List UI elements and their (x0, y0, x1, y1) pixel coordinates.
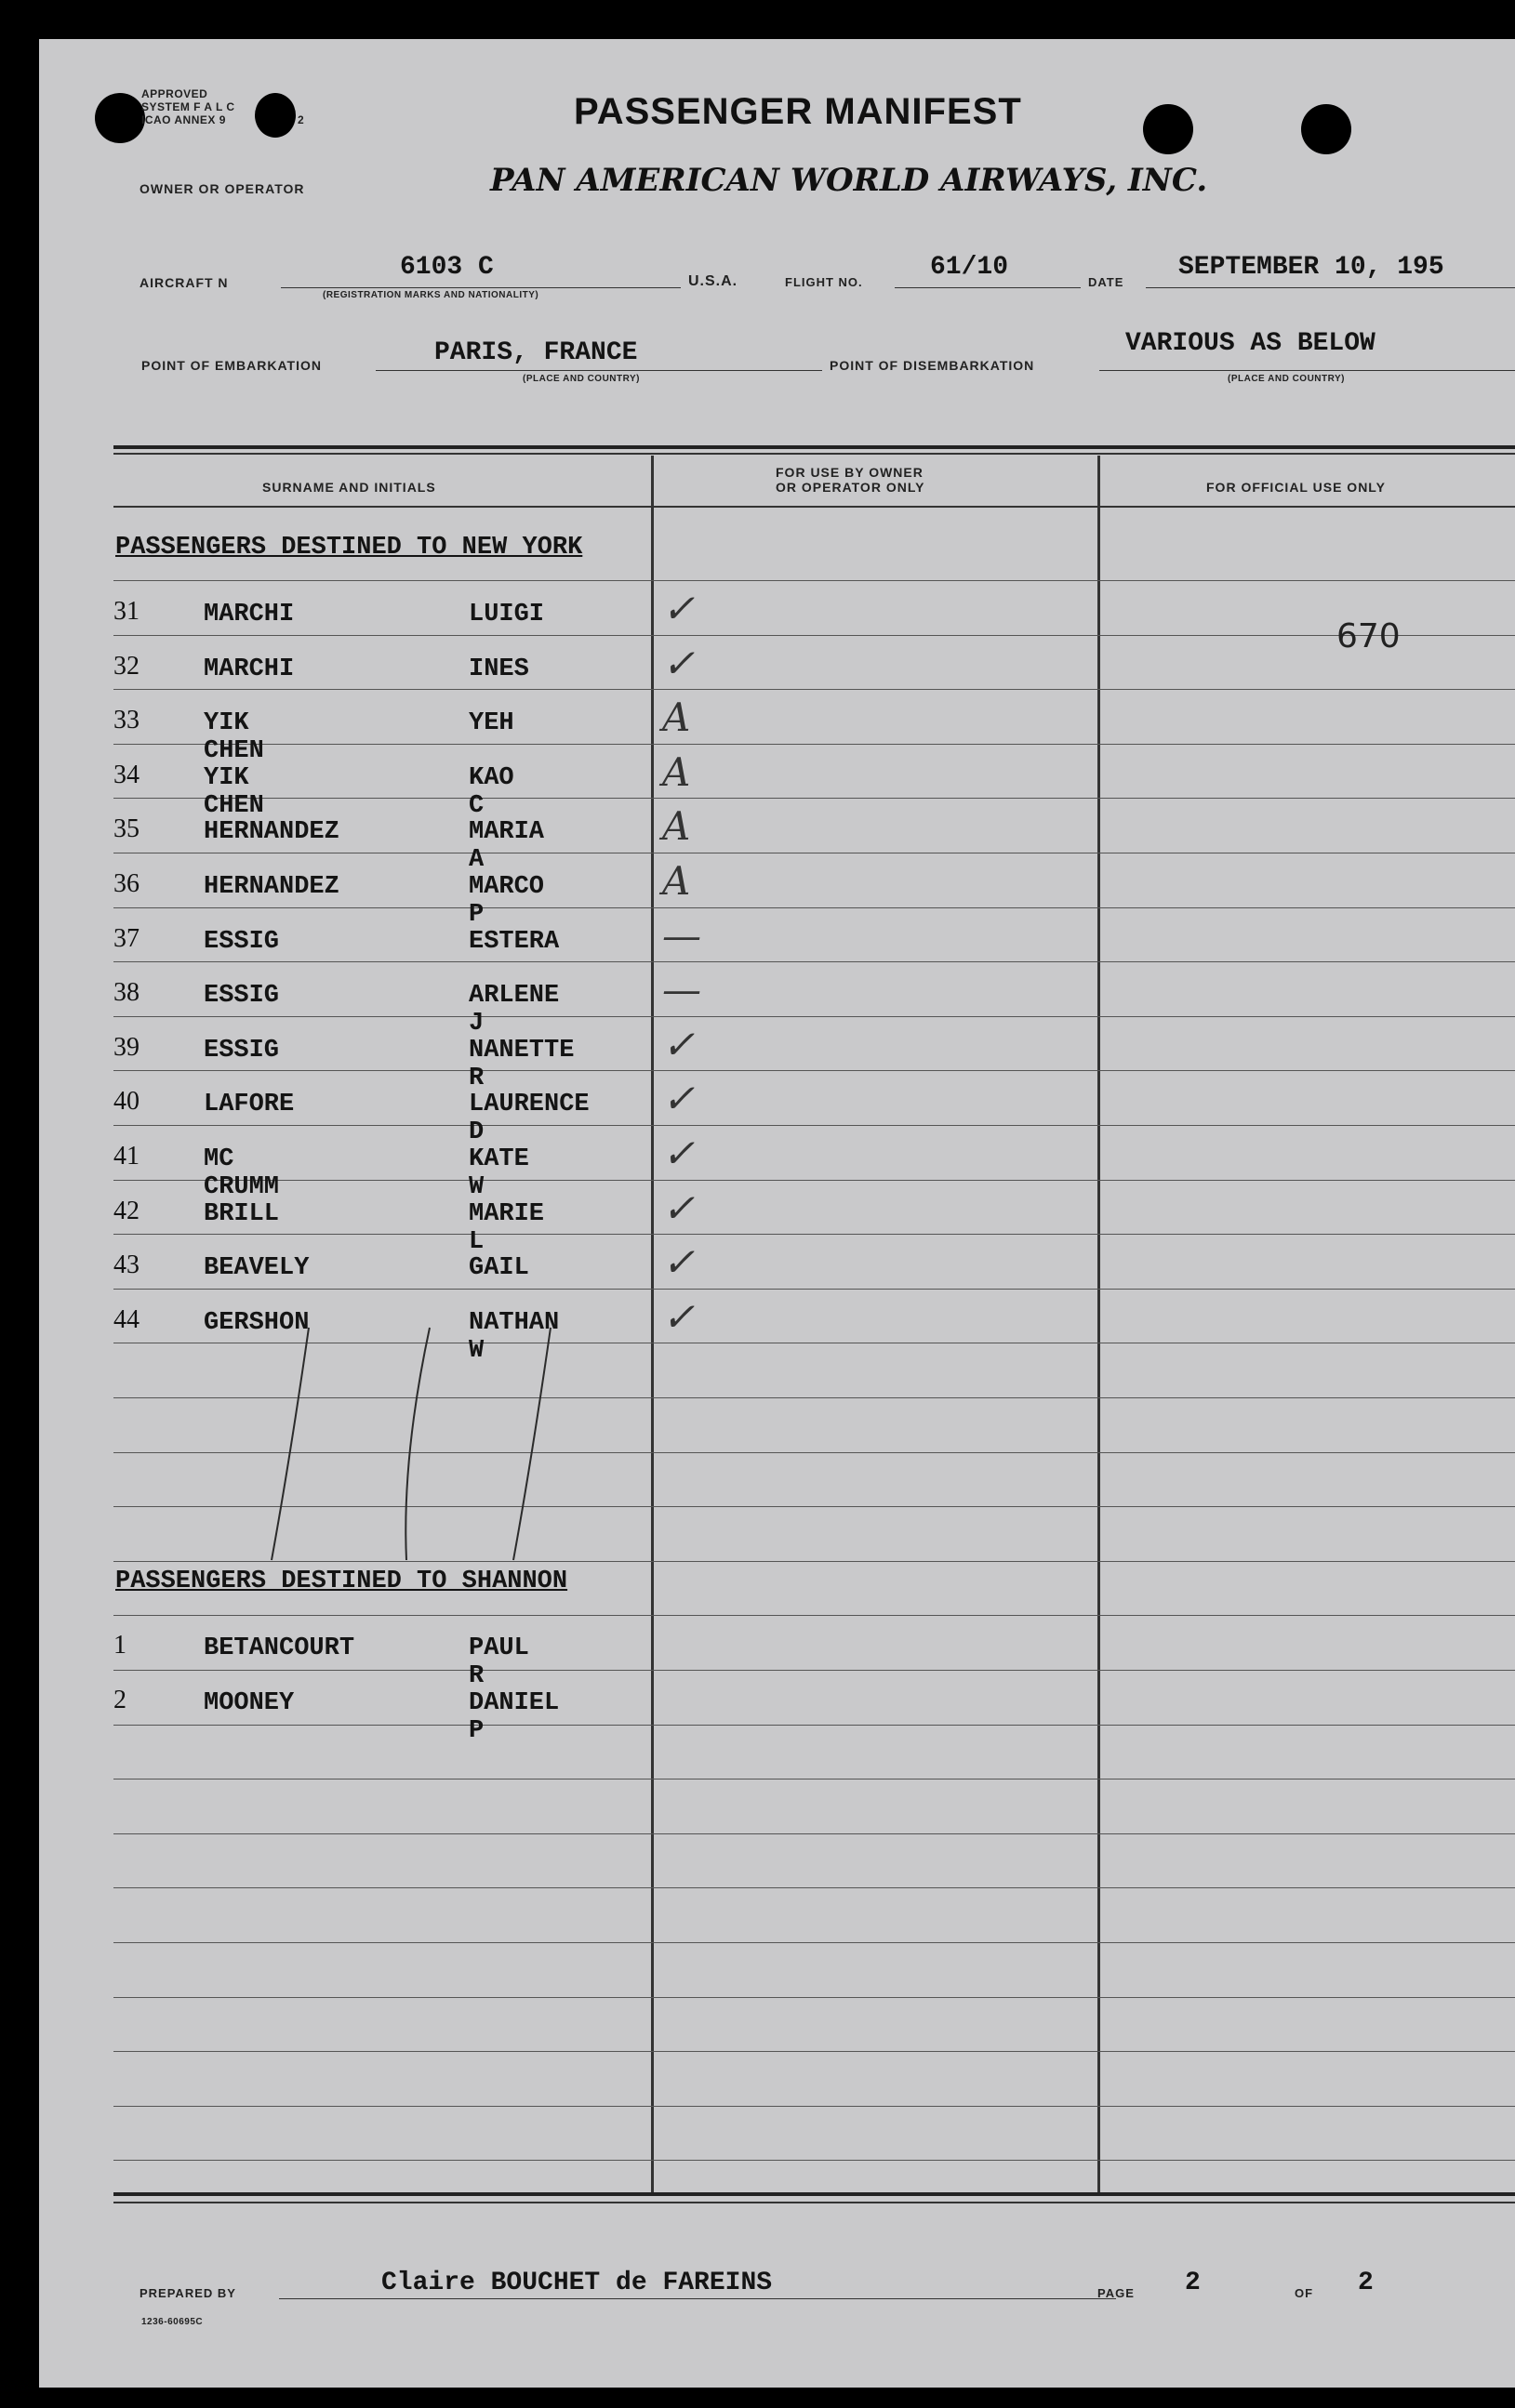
passenger-given-name: KATE W (469, 1145, 529, 1201)
approval-line-1: APPROVED (141, 87, 208, 100)
passenger-number: 41 (113, 1142, 140, 1171)
ruled-line (113, 798, 1515, 799)
prepared-by-label: PREPARED BY (140, 2286, 236, 2300)
ruled-line (113, 2160, 1515, 2161)
col-header-surname: SURNAME AND INITIALS (262, 480, 436, 495)
check-mark: ✓ (662, 1021, 696, 1067)
passenger-given-name: NANETTE R (469, 1036, 575, 1092)
approval-line-2: SYSTEM F A L C (141, 100, 235, 113)
passenger-surname: MOONEY (204, 1688, 295, 1717)
check-mark: — (662, 967, 701, 1013)
check-mark: A (662, 858, 691, 904)
passenger-given-name: MARIA A (469, 818, 545, 875)
table-top-rule (113, 445, 1515, 449)
check-mark: A (662, 748, 691, 795)
page-label: PAGE (1097, 2286, 1135, 2300)
ruled-line (113, 1125, 1515, 1126)
embarkation-value: PARIS, FRANCE (434, 338, 638, 367)
passenger-number: 42 (113, 1196, 140, 1225)
passenger-number: 43 (113, 1250, 140, 1280)
handwritten-bracket-lines (216, 1318, 606, 1569)
check-mark: ✓ (662, 1076, 696, 1122)
section-heading-new-york: PASSENGERS DESTINED TO NEW YORK (115, 534, 583, 562)
col-header-owner-1: FOR USE BY OWNER (776, 465, 924, 480)
column-divider-1 (651, 456, 654, 2194)
col-header-official: FOR OFFICIAL USE ONLY (1206, 480, 1386, 495)
ruled-line (113, 1670, 1515, 1671)
passenger-surname: GERSHON (204, 1308, 310, 1337)
passenger-given-name: ESTERA (469, 927, 560, 956)
ruled-line (113, 689, 1515, 690)
official-note: 670 (1336, 617, 1401, 655)
passenger-given-name: INES (469, 655, 529, 683)
approval-line-3: ICAO ANNEX 9 (141, 113, 226, 126)
disembarkation-value: VARIOUS AS BELOW (1125, 329, 1375, 358)
check-mark: ✓ (662, 1293, 696, 1340)
punch-hole (1143, 104, 1193, 154)
passenger-given-name: PAUL R (469, 1634, 529, 1690)
of-label: OF (1295, 2286, 1314, 2300)
form-number: 1236-60695C (141, 2317, 204, 2327)
ruled-line (113, 2051, 1515, 2052)
col-header-owner-2: OR OPERATOR ONLY (776, 480, 925, 495)
disembarkation-caption: (PLACE AND COUNTRY) (1228, 374, 1345, 384)
passenger-number: 38 (113, 978, 140, 1008)
check-mark: ✓ (662, 1184, 696, 1231)
passenger-number: 32 (113, 651, 140, 681)
prepared-by-value: Claire BOUCHET de FAREINS (381, 2269, 773, 2297)
ruled-line (113, 907, 1515, 908)
passenger-surname: YIK CHEN (204, 763, 264, 820)
passenger-surname: BETANCOURT (204, 1634, 355, 1662)
disembarkation-label: POINT OF DISEMBARKATION (830, 358, 1035, 373)
check-mark: A (662, 803, 691, 850)
flight-underline (895, 287, 1081, 288)
passenger-number: 37 (113, 923, 140, 953)
ruled-line (113, 1070, 1515, 1071)
aircraft-value: 6103 C (400, 253, 494, 282)
passenger-given-name: MARCO P (469, 873, 545, 929)
page-value: 2 (1185, 2269, 1201, 2297)
ruled-line (113, 635, 1515, 636)
ruled-line (113, 1289, 1515, 1290)
passenger-given-name: GAIL (469, 1254, 529, 1283)
passenger-number: 31 (113, 597, 140, 626)
manifest-page (39, 39, 1515, 2388)
check-mark: — (662, 912, 701, 959)
ruled-line (113, 1997, 1515, 1998)
passenger-number: 44 (113, 1304, 140, 1334)
ruled-line (113, 1016, 1515, 1017)
ruled-line (113, 744, 1515, 745)
passenger-surname: HERNANDEZ (204, 818, 339, 847)
registration-caption: (REGISTRATION MARKS AND NATIONALITY) (323, 290, 539, 300)
passenger-surname: YIK CHEN (204, 709, 264, 766)
passenger-number: 2 (113, 1685, 126, 1714)
passenger-number: 33 (113, 706, 140, 735)
date-value: SEPTEMBER 10, 195 (1178, 253, 1444, 282)
date-label: DATE (1088, 275, 1124, 289)
passenger-surname: BRILL (204, 1199, 280, 1228)
passenger-surname: ESSIG (204, 927, 280, 956)
flight-label: FLIGHT NO. (785, 275, 863, 289)
check-mark: ✓ (662, 1239, 696, 1286)
passenger-surname: ESSIG (204, 982, 280, 1011)
aircraft-underline (281, 287, 681, 288)
of-value: 2 (1358, 2269, 1374, 2297)
passenger-given-name: NATHAN W (469, 1308, 560, 1365)
passenger-given-name: ARLENE J (469, 982, 560, 1039)
check-mark: A (662, 695, 691, 741)
embarkation-underline (376, 370, 822, 371)
section-heading-shannon: PASSENGERS DESTINED TO SHANNON (115, 1568, 568, 1595)
aircraft-label: AIRCRAFT N (140, 275, 229, 290)
table-top-rule-2 (113, 453, 1515, 455)
passenger-number: 39 (113, 1032, 140, 1062)
disembarkation-underline (1099, 370, 1515, 371)
ruled-line (113, 580, 1515, 581)
ruled-line (113, 961, 1515, 962)
passenger-surname: MARCHI (204, 601, 295, 628)
passenger-surname: LAFORE (204, 1091, 295, 1119)
ruled-line (113, 1942, 1515, 1943)
passenger-given-name: LAURENCE D (469, 1091, 590, 1147)
check-mark: ✓ (662, 586, 696, 631)
passenger-given-name: DANIEL P (469, 1688, 560, 1745)
passenger-surname: ESSIG (204, 1036, 280, 1065)
ruled-line (113, 1234, 1515, 1235)
ruled-line (113, 1725, 1515, 1726)
usa-label: U.S.A. (688, 273, 738, 289)
passenger-given-name: MARIE L (469, 1199, 545, 1256)
ruled-line (113, 1180, 1515, 1181)
column-divider-2 (1097, 456, 1100, 2194)
date-underline (1146, 287, 1515, 288)
punch-hole (1301, 104, 1351, 154)
passenger-given-name: YEH (469, 709, 514, 738)
ruled-line (113, 1833, 1515, 1834)
approval-line-3b: 2 (298, 113, 305, 126)
check-mark: ✓ (662, 640, 696, 686)
passenger-surname: MC CRUMM (204, 1145, 280, 1201)
header-rule (113, 506, 1515, 508)
passenger-number: 1 (113, 1631, 126, 1660)
passenger-number: 40 (113, 1087, 140, 1117)
flight-value: 61/10 (930, 253, 1009, 282)
passenger-number: 36 (113, 869, 140, 898)
passenger-number: 34 (113, 760, 140, 789)
passenger-given-name: KAO C (469, 763, 514, 820)
ruled-line (113, 2106, 1515, 2107)
embarkation-caption: (PLACE AND COUNTRY) (523, 374, 640, 384)
table-bottom-rule (113, 2192, 1515, 2196)
ruled-line (113, 1887, 1515, 1888)
passenger-surname: MARCHI (204, 655, 295, 683)
owner-label: OWNER OR OPERATOR (140, 181, 305, 196)
prepared-by-underline (279, 2298, 1116, 2299)
passenger-surname: BEAVELY (204, 1254, 310, 1283)
embarkation-label: POINT OF EMBARKATION (141, 358, 322, 373)
airline-name: PAN AMERICAN WORLD AIRWAYS, INC. (490, 162, 1208, 199)
passenger-number: 35 (113, 814, 140, 844)
passenger-surname: HERNANDEZ (204, 873, 339, 901)
ruled-line (113, 1779, 1515, 1780)
check-mark: ✓ (662, 1131, 696, 1176)
table-bottom-rule-2 (113, 2202, 1515, 2203)
ruled-line (113, 1615, 1515, 1616)
page-title: PASSENGER MANIFEST (574, 91, 1022, 132)
punch-hole (255, 93, 296, 138)
punch-hole (95, 93, 145, 143)
passenger-given-name: LUIGI (469, 601, 545, 628)
